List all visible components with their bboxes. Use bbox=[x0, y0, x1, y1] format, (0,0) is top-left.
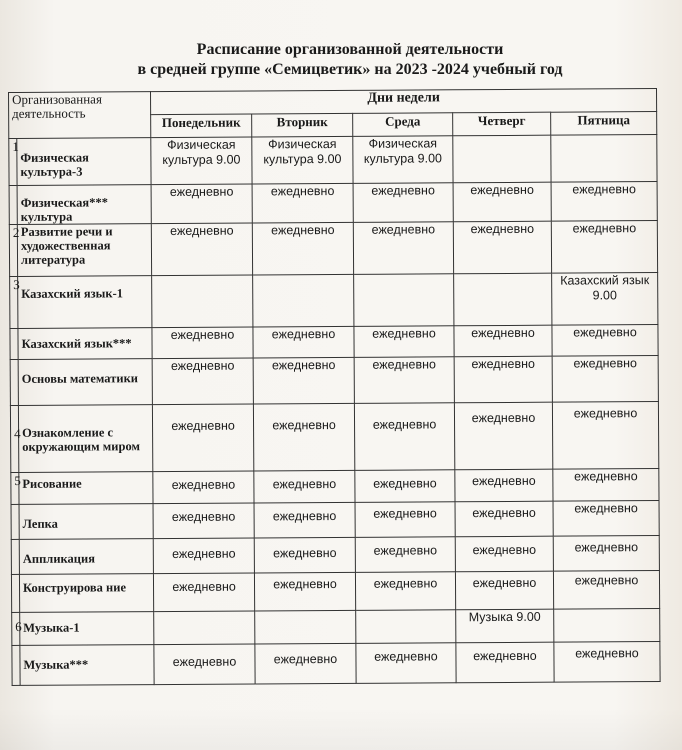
activity-name: Музыка-1 bbox=[20, 612, 154, 646]
schedule-cell: ежедневно bbox=[455, 501, 553, 537]
page-shadow bbox=[0, 708, 682, 750]
schedule-cell: Физическая культура 9.00 bbox=[252, 136, 353, 184]
schedule-cell: ежедневно bbox=[153, 573, 254, 612]
schedule-cell bbox=[454, 273, 552, 326]
schedule-cell: ежедневно bbox=[355, 572, 455, 611]
schedule-cell: ежедневно bbox=[455, 571, 553, 610]
activity-name: Основы математики bbox=[18, 359, 152, 406]
table-row bbox=[10, 356, 658, 406]
table-row bbox=[10, 273, 658, 329]
schedule-cell: ежедневно bbox=[355, 470, 455, 503]
schedule-cell: ежедневно bbox=[553, 571, 659, 610]
table-row bbox=[11, 501, 659, 540]
row-number bbox=[11, 504, 19, 539]
schedule-table bbox=[8, 88, 661, 686]
schedule-cell: ежедневно bbox=[553, 501, 659, 537]
row-number bbox=[10, 328, 18, 359]
schedule-cell: ежедневно bbox=[153, 538, 254, 574]
table-row bbox=[10, 402, 658, 473]
table-row bbox=[11, 469, 659, 505]
schedule-cell: ежедневно bbox=[454, 356, 552, 403]
schedule-cell: ежедневно bbox=[254, 537, 355, 573]
schedule-cell: ежедневно bbox=[354, 403, 454, 471]
schedule-cell: ежедневно bbox=[152, 358, 253, 405]
table-row bbox=[12, 609, 660, 646]
schedule-cell: ежедневно bbox=[455, 469, 553, 502]
table-row bbox=[12, 642, 660, 686]
schedule-cell: ежедневно bbox=[151, 184, 252, 224]
activity-name: Рисование bbox=[19, 472, 153, 505]
schedule-cell bbox=[154, 611, 255, 645]
activity-column-header: Организованная деятельность bbox=[9, 92, 151, 139]
table-row bbox=[11, 571, 659, 613]
activity-name: Развитие речи и художественная литература bbox=[17, 224, 151, 277]
schedule-cell: ежедневно bbox=[153, 471, 254, 504]
table-row bbox=[11, 536, 659, 575]
schedule-cell bbox=[554, 609, 660, 643]
activity-name: Физическая*** культура bbox=[17, 185, 151, 225]
title-line-2: в средней группе «Семицветик» на 2023 -2024 учебный год bbox=[137, 61, 563, 78]
schedule-cell bbox=[551, 135, 657, 183]
schedule-cell: ежедневно bbox=[354, 326, 454, 358]
title-line-1: Расписание организованной деятельности bbox=[196, 41, 504, 58]
schedule-cell: ежедневно bbox=[454, 402, 552, 470]
row-number bbox=[12, 645, 20, 685]
schedule-cell bbox=[253, 274, 354, 327]
table-row bbox=[9, 182, 657, 225]
day-header-thursday: Четверг bbox=[453, 112, 551, 136]
page-title bbox=[60, 40, 640, 80]
row-number bbox=[9, 185, 17, 224]
day-header-wednesday: Среда bbox=[353, 113, 453, 137]
schedule-cell: ежедневно bbox=[551, 182, 657, 222]
schedule-cell: ежедневно bbox=[151, 223, 252, 276]
schedule-cell: ежедневно bbox=[455, 536, 553, 572]
schedule-cell: Физическая культура 9.00 bbox=[151, 137, 252, 185]
schedule-cell: ежедневно bbox=[553, 469, 659, 502]
day-header-tuesday: Вторник bbox=[252, 113, 353, 137]
activity-name: Физическая культура-3 bbox=[17, 138, 151, 186]
schedule-cell: ежедневно bbox=[456, 642, 554, 683]
row-number bbox=[11, 574, 19, 612]
schedule-cell bbox=[152, 275, 253, 328]
activity-name: Ознакомление с окружающим миром bbox=[18, 405, 152, 473]
schedule-cell: ежедневно bbox=[356, 643, 456, 684]
row-number bbox=[11, 539, 19, 574]
schedule-cell: ежедневно bbox=[152, 327, 253, 359]
row-number: 4 bbox=[10, 405, 18, 472]
schedule-cell bbox=[255, 610, 356, 644]
row-number: 6 bbox=[12, 612, 20, 645]
activity-name: Конструирова ние bbox=[19, 574, 153, 613]
schedule-cell: ежедневно bbox=[153, 503, 254, 539]
schedule-cell: ежедневно bbox=[554, 642, 660, 683]
schedule-cell: ежедневно bbox=[152, 404, 253, 472]
table-row bbox=[9, 221, 657, 277]
schedule-cell: ежедневно bbox=[353, 183, 453, 223]
schedule-cell: ежедневно bbox=[354, 357, 454, 404]
schedule-cell: ежедневно bbox=[252, 222, 353, 275]
schedule-cell bbox=[356, 610, 456, 644]
activity-name: Музыка*** bbox=[20, 645, 154, 686]
activity-name: Аппликация bbox=[19, 539, 153, 575]
table-row bbox=[10, 325, 658, 360]
schedule-cell: ежедневно bbox=[254, 572, 355, 611]
days-of-week-header: Дни недели bbox=[151, 89, 657, 115]
day-header-friday: Пятница bbox=[551, 112, 657, 136]
schedule-cell: ежедневно bbox=[552, 402, 658, 470]
schedule-cell bbox=[354, 274, 454, 327]
schedule-cell: ежедневно bbox=[253, 326, 354, 358]
schedule-cell bbox=[453, 135, 551, 183]
schedule-cell: ежедневно bbox=[453, 182, 551, 222]
day-header-monday: Понедельник bbox=[151, 114, 252, 138]
schedule-cell: Музыка 9.00 bbox=[456, 609, 554, 643]
table-row bbox=[9, 135, 657, 186]
schedule-cell: ежедневно bbox=[253, 403, 354, 471]
schedule-cell: ежедневно bbox=[552, 356, 658, 403]
schedule-cell: Физическая культура 9.00 bbox=[353, 136, 453, 184]
schedule-cell: ежедневно bbox=[453, 221, 551, 274]
activity-name: Казахский язык*** bbox=[18, 328, 152, 360]
activity-name: Лепка bbox=[19, 504, 153, 540]
schedule-cell: ежедневно bbox=[253, 357, 354, 404]
schedule-cell: ежедневно bbox=[254, 502, 355, 538]
schedule-cell: ежедневно bbox=[252, 183, 353, 223]
schedule-cell: ежедневно bbox=[353, 222, 453, 275]
schedule-cell: ежедневно bbox=[254, 470, 355, 503]
schedule-cell: ежедневно bbox=[154, 644, 255, 685]
schedule-cell: ежедневно bbox=[552, 325, 658, 357]
schedule-cell: Казахский язык 9.00 bbox=[552, 273, 658, 326]
schedule-cell: ежедневно bbox=[355, 502, 455, 538]
row-number bbox=[10, 359, 18, 405]
row-number: 3 bbox=[10, 276, 18, 328]
row-number: 1 bbox=[9, 138, 17, 185]
schedule-cell: ежедневно bbox=[255, 643, 356, 684]
activity-name: Казахский язык-1 bbox=[18, 276, 152, 329]
row-number: 5 bbox=[11, 472, 19, 504]
row-number: 2 bbox=[9, 224, 17, 276]
schedule-cell: ежедневно bbox=[551, 221, 657, 274]
schedule-cell: ежедневно bbox=[553, 536, 659, 572]
schedule-cell: ежедневно bbox=[454, 325, 552, 357]
schedule-cell: ежедневно bbox=[355, 537, 455, 573]
